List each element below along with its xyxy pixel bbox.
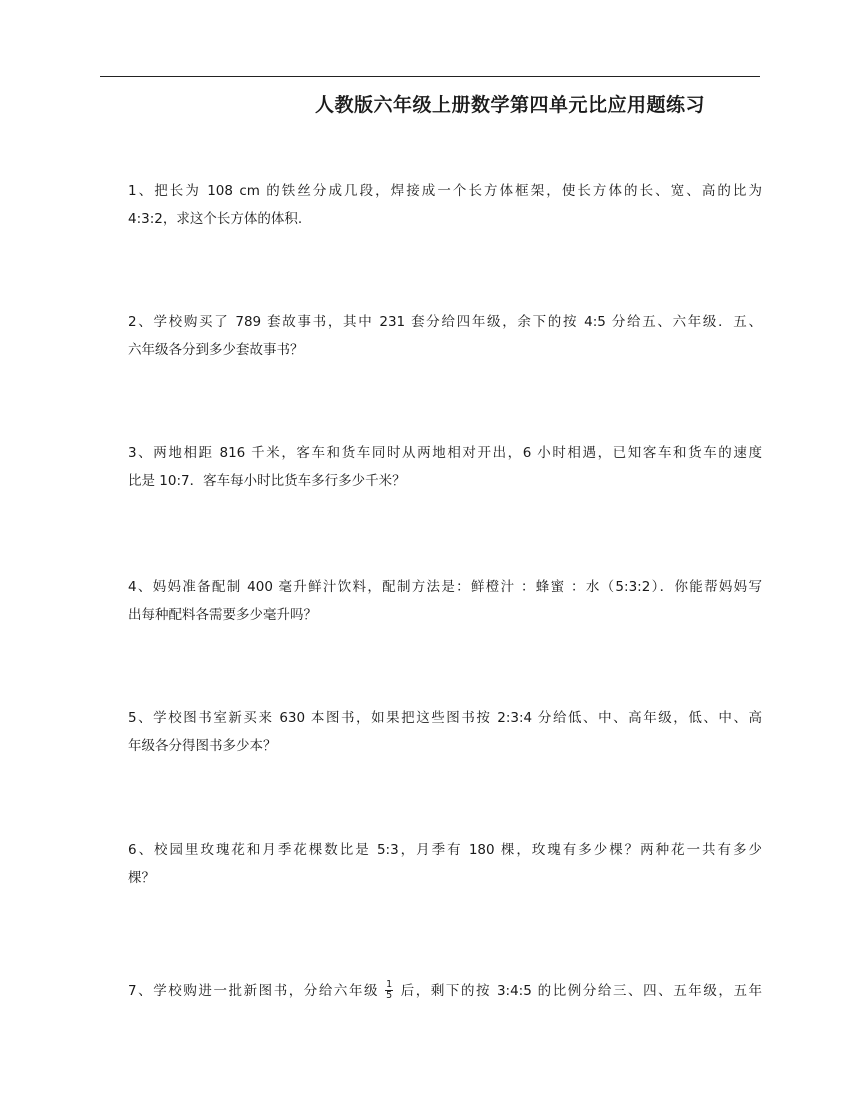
fraction-one-fifth bbox=[385, 980, 393, 1001]
question-7-text-after: 后，剩下的按 3:4:5 的比例分给三、四、五年级，五年 bbox=[399, 983, 763, 999]
question-3-line-1: 3、两地相距 816 千米，客车和货车同时从两地相对开出，6 小时相遇，已知客车和货车的速度 bbox=[128, 445, 762, 461]
question-7-line-1 bbox=[128, 977, 762, 1005]
fraction-denominator: 5 bbox=[386, 989, 393, 1001]
question-2-line-2: 六年级各分到多少套故事书？ bbox=[128, 342, 304, 358]
question-4 bbox=[128, 573, 762, 629]
question-1-line-1: 1、把长为 108 cm 的铁丝分成几段，焊接成一个长方体框架，使长方体的长、宽、高的比为 bbox=[128, 183, 762, 199]
question-1 bbox=[128, 177, 762, 233]
question-7-text-before: 7、学校购进一批新图书，分给六年级 bbox=[128, 983, 380, 999]
question-3-line-2: 比是 10:7．客车每小时比货车多行多少千米？ bbox=[128, 473, 406, 489]
page-title: 人教版六年级上册数学第四单元比应用题练习 bbox=[314, 94, 705, 116]
question-3 bbox=[128, 439, 762, 495]
question-4-line-2: 出每种配料各需要多少毫升吗？ bbox=[128, 607, 317, 623]
question-1-line-2: 4:3:2，求这个长方体的体积. bbox=[128, 211, 303, 227]
question-5 bbox=[128, 704, 762, 760]
question-4-line-1: 4、妈妈准备配制 400 毫升鲜汁饮料，配制方法是：鲜橙汁 ：蜂蜜 ：水（5:3:2）．你能帮妈妈写 bbox=[128, 579, 762, 595]
question-6-line-1: 6、校园里玫瑰花和月季花棵数比是 5:3，月季有 180 棵，玫瑰有多少棵？两种花一共有多少 bbox=[128, 842, 762, 858]
question-6-line-2: 棵？ bbox=[128, 870, 155, 886]
question-7 bbox=[128, 977, 762, 1005]
question-2-line-1: 2、学校购买了 789 套故事书，其中 231 套分给四年级，余下的按 4:5 分给五、六年级．五、 bbox=[128, 314, 762, 330]
fraction-numerator: 1 bbox=[386, 978, 393, 990]
question-6 bbox=[128, 836, 762, 892]
question-2 bbox=[128, 308, 762, 364]
header-rule bbox=[100, 76, 760, 77]
question-5-line-2: 年级各分得图书多少本？ bbox=[128, 738, 277, 754]
question-5-line-1: 5、学校图书室新买来 630 本图书，如果把这些图书按 2:3:4 分给低、中、高年级，低、中、高 bbox=[128, 710, 762, 726]
